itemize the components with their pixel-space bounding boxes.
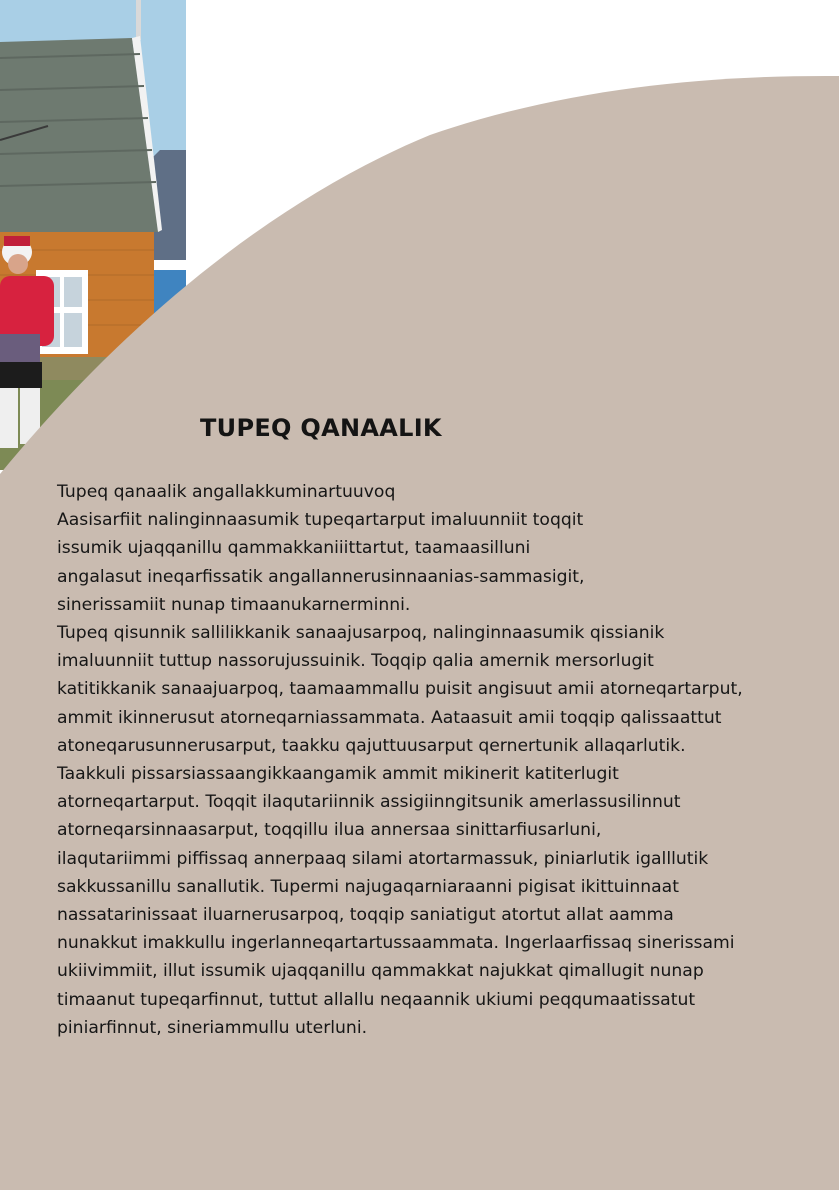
body-line: ammit ikinnerusut atorneqarniassammata. Aataasuit amii toqqip qalissaattut bbox=[57, 707, 722, 728]
body-line: atorneqartarput. Toqqit ilaqutariinnik assigiinngitsunik amerlassusilinnut bbox=[57, 792, 681, 813]
body-line: Taakkuli pissarsiassaangikkaangamik ammit mikinerit katiterlugit bbox=[57, 764, 619, 785]
body-line: issumik ujaqqanillu qammakkaniiittartut, taamaasilluni bbox=[57, 538, 531, 559]
body-line: timaanut tupeqarfinnut, tuttut allallu neqaannik ukiumi peqqumaatissatut bbox=[57, 989, 696, 1010]
body-line: katitikkanik sanaajuarpoq, taamaammallu puisit angisuut amii atorneqartarput, bbox=[57, 679, 743, 700]
body-line: sakkussanillu sanallutik. Tupermi najugaqarniaraanni pigisat ikittuinnaat bbox=[57, 876, 679, 897]
article-title: TUPEQ QANAALIK bbox=[200, 414, 442, 442]
body-line: ukiivimmiit, illut issumik ujaqqanillu qammakkat najukkat qimallugit nunap bbox=[57, 961, 704, 982]
body-line: ilaqutariimmi piffissaq annerpaaq silami atortarmassuk, piniarlutik igalllutik bbox=[57, 848, 709, 869]
body-line: Aasisarfiit nalinginnaasumik tupeqartarput imaluunniit toqqit bbox=[57, 510, 584, 531]
body-line: atorneqarsinnaasarput, toqqillu ilua annersaa sinittarfiusarluni, bbox=[57, 820, 602, 841]
body-line: Tupeq qanaalik angallakkuminartuuvoq bbox=[57, 482, 396, 502]
body-line: nunakkut imakkullu ingerlanneqartartussaammata. Ingerlaarfissaq sinerissami bbox=[57, 933, 735, 954]
body-line: piniarfinnut, sineriammullu uterluni. bbox=[57, 1017, 368, 1038]
body-line: nassatarinissaat iluarnerusarpoq, toqqip saniatigut atortut allat aamma bbox=[57, 905, 674, 926]
body-line: Tupeq qisunnik sallilikkanik sanaajusarpoq, nalinginnaasumik qissianik bbox=[57, 623, 665, 644]
article-body bbox=[57, 478, 817, 1042]
body-line: sinerissamiit nunap timaanukarnerminni. bbox=[57, 594, 411, 615]
body-line: imaluunniit tuttup nassorujussuinik. Toqqip qalia amernik mersorlugit bbox=[57, 651, 654, 672]
body-line: angalasut ineqarfissatik angallannerusinnaanias-sammasigit, bbox=[57, 566, 585, 587]
body-line: atoneqarusunnerusarput, taakku qajuttuusarput qernertunik allaqarlutik. bbox=[57, 735, 686, 756]
